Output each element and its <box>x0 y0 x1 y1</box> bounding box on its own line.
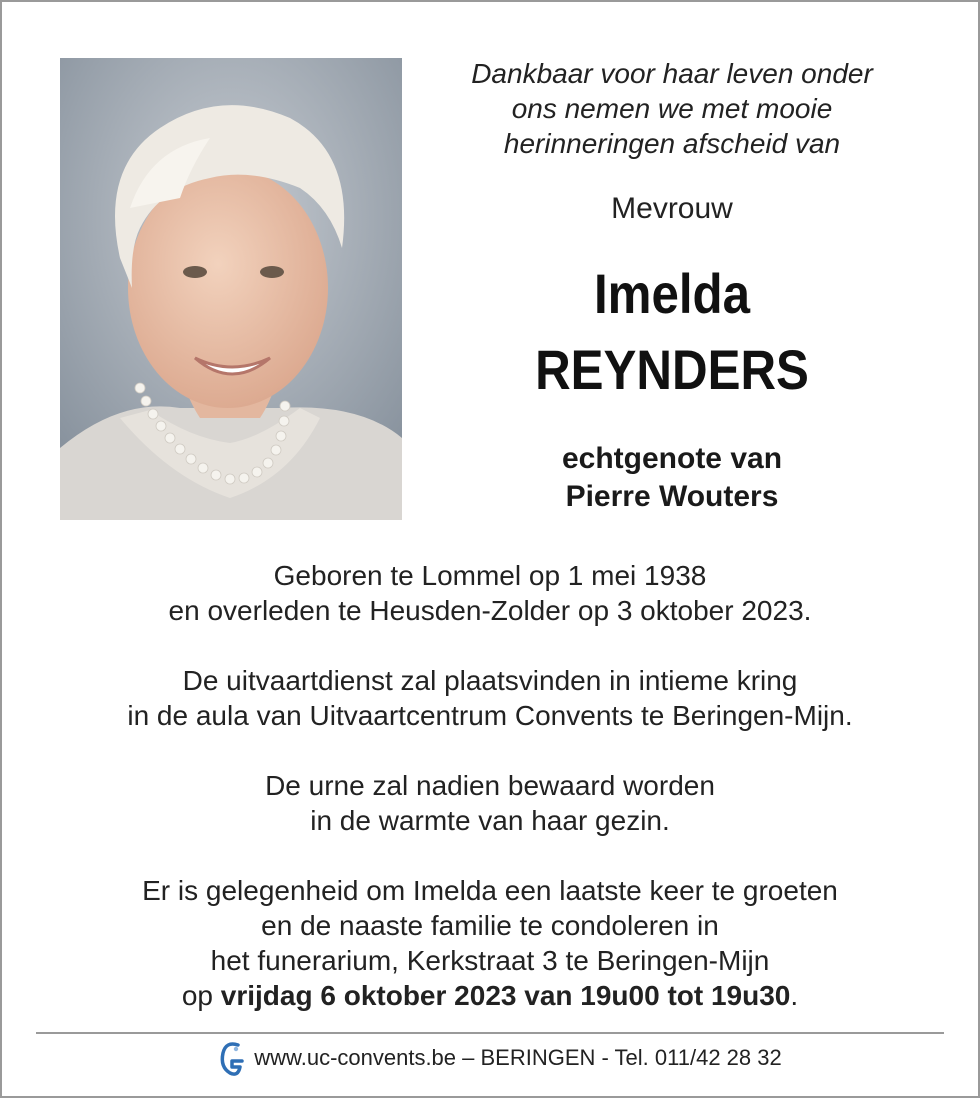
intro-line: ons nemen we met mooie <box>511 93 833 124</box>
portrait-photo <box>60 58 402 520</box>
visitation-line: Er is gelegenheid om Imelda een laatste keer te groeten <box>142 875 838 906</box>
spouse-name: Pierre Wouters <box>565 480 779 513</box>
visitation-paragraph <box>40 873 940 1013</box>
footer-divider <box>36 1032 944 1034</box>
footer <box>160 1038 840 1078</box>
visitation-line: en de naaste familie te condoleren in <box>261 910 719 941</box>
deceased-last-name: REYNDERS <box>535 338 809 401</box>
service-line: De uitvaartdienst zal plaatsvinden in intieme kring <box>182 665 798 696</box>
convents-logo-icon <box>218 1039 244 1077</box>
visitation-prefix: op <box>181 980 221 1011</box>
urn-line: De urne zal nadien bewaard worden <box>265 770 715 801</box>
honorific-title: Mevrouw <box>611 192 733 225</box>
intro-line: herinneringen afscheid van <box>503 128 841 159</box>
visitation-line: het funerarium, Kerkstraat 3 te Beringen-Mijn <box>210 945 770 976</box>
intro-line: Dankbaar voor haar leven onder <box>471 58 873 89</box>
spouse-relation: echtgenote van <box>561 442 783 475</box>
urn-line: in de warmte van haar gezin. <box>310 805 670 836</box>
birth-death-paragraph <box>40 558 940 628</box>
intro-text <box>440 56 904 161</box>
spouse-block <box>440 440 904 516</box>
visitation-date-line <box>40 978 940 1013</box>
service-line: in de aula van Uitvaartcentrum Convents te Beringen-Mijn. <box>127 700 853 731</box>
footer-contact: www.uc-convents.be – BERINGEN - Tel. 011/42 28 32 <box>254 1045 782 1070</box>
deceased-first-name: Imelda <box>593 262 751 325</box>
birth-line: Geboren te Lommel op 1 mei 1938 <box>273 560 707 591</box>
portrait-illustration <box>60 58 402 520</box>
urn-paragraph <box>40 768 940 838</box>
visitation-datetime: vrijdag 6 oktober 2023 van 19u00 tot 19u30 <box>220 980 791 1011</box>
visitation-suffix: . <box>790 980 799 1011</box>
service-paragraph <box>40 663 940 733</box>
death-line: en overleden te Heusden-Zolder op 3 oktober 2023. <box>168 595 812 626</box>
